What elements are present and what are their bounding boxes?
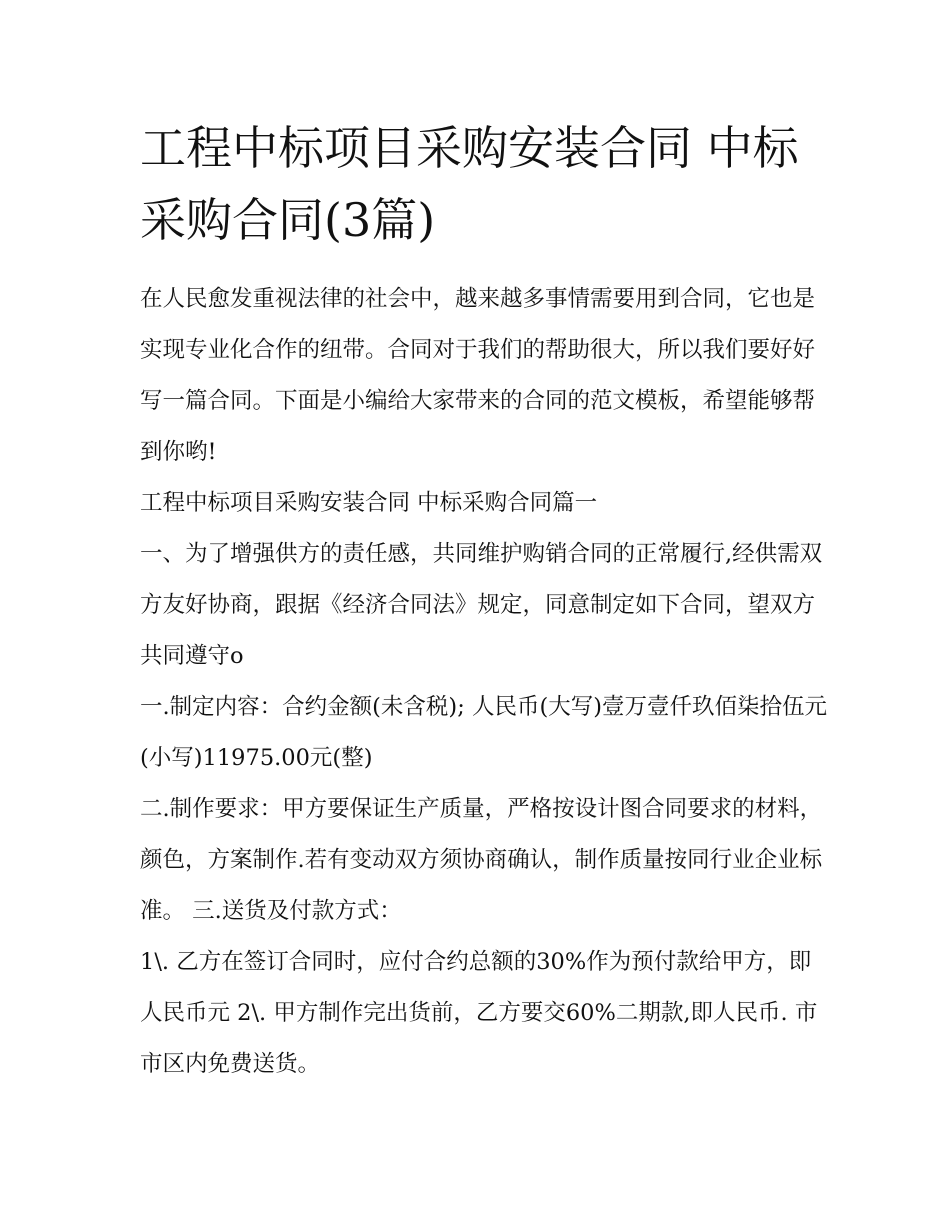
clause-paragraph: 1\. 乙方在签订合同时，应付合约总额的30%作为预付款给甲方，即人民币元 2\. 甲方制作完出货前，乙方要交60%二期款,即人民币. 市市区内免费送货。 (140, 949, 818, 1077)
clause-paragraph: 一.制定内容：合约金额(未含税); 人民币(大写)壹万壹仟玖佰柒拾伍元(小写)11975.00元(整) (140, 694, 827, 771)
intro-paragraph: 在人民愈发重视法律的社会中，越来越多事情需要用到合同，它也是实现专业化合作的纽带。合同对于我们的帮助很大，所以我们要好好写一篇合同。下面是小编给大家带来的合同的范文模板，希望能够帮到你哟! (140, 286, 816, 465)
document-title: 工程中标项目采购安装合同 中标采购合同(3篇) (140, 121, 799, 247)
document-body (140, 274, 830, 1090)
clause-paragraph: 二.制作要求：甲方要保证生产质量，严格按设计图合同要求的材料，颜色，方案制作.若有变动双方须协商确认，制作质量按同行业企业标准。 三.送货及付款方式： (140, 796, 823, 924)
clause-paragraph: 一、为了增强供方的责任感，共同维护购销合同的正常履行,经供需双方友好协商，跟据《经济合同法》规定，同意制定如下合同，望双方共同遵守o (140, 541, 823, 669)
section-heading: 工程中标项目采购安装合同 中标采购合同篇一 (140, 490, 598, 516)
